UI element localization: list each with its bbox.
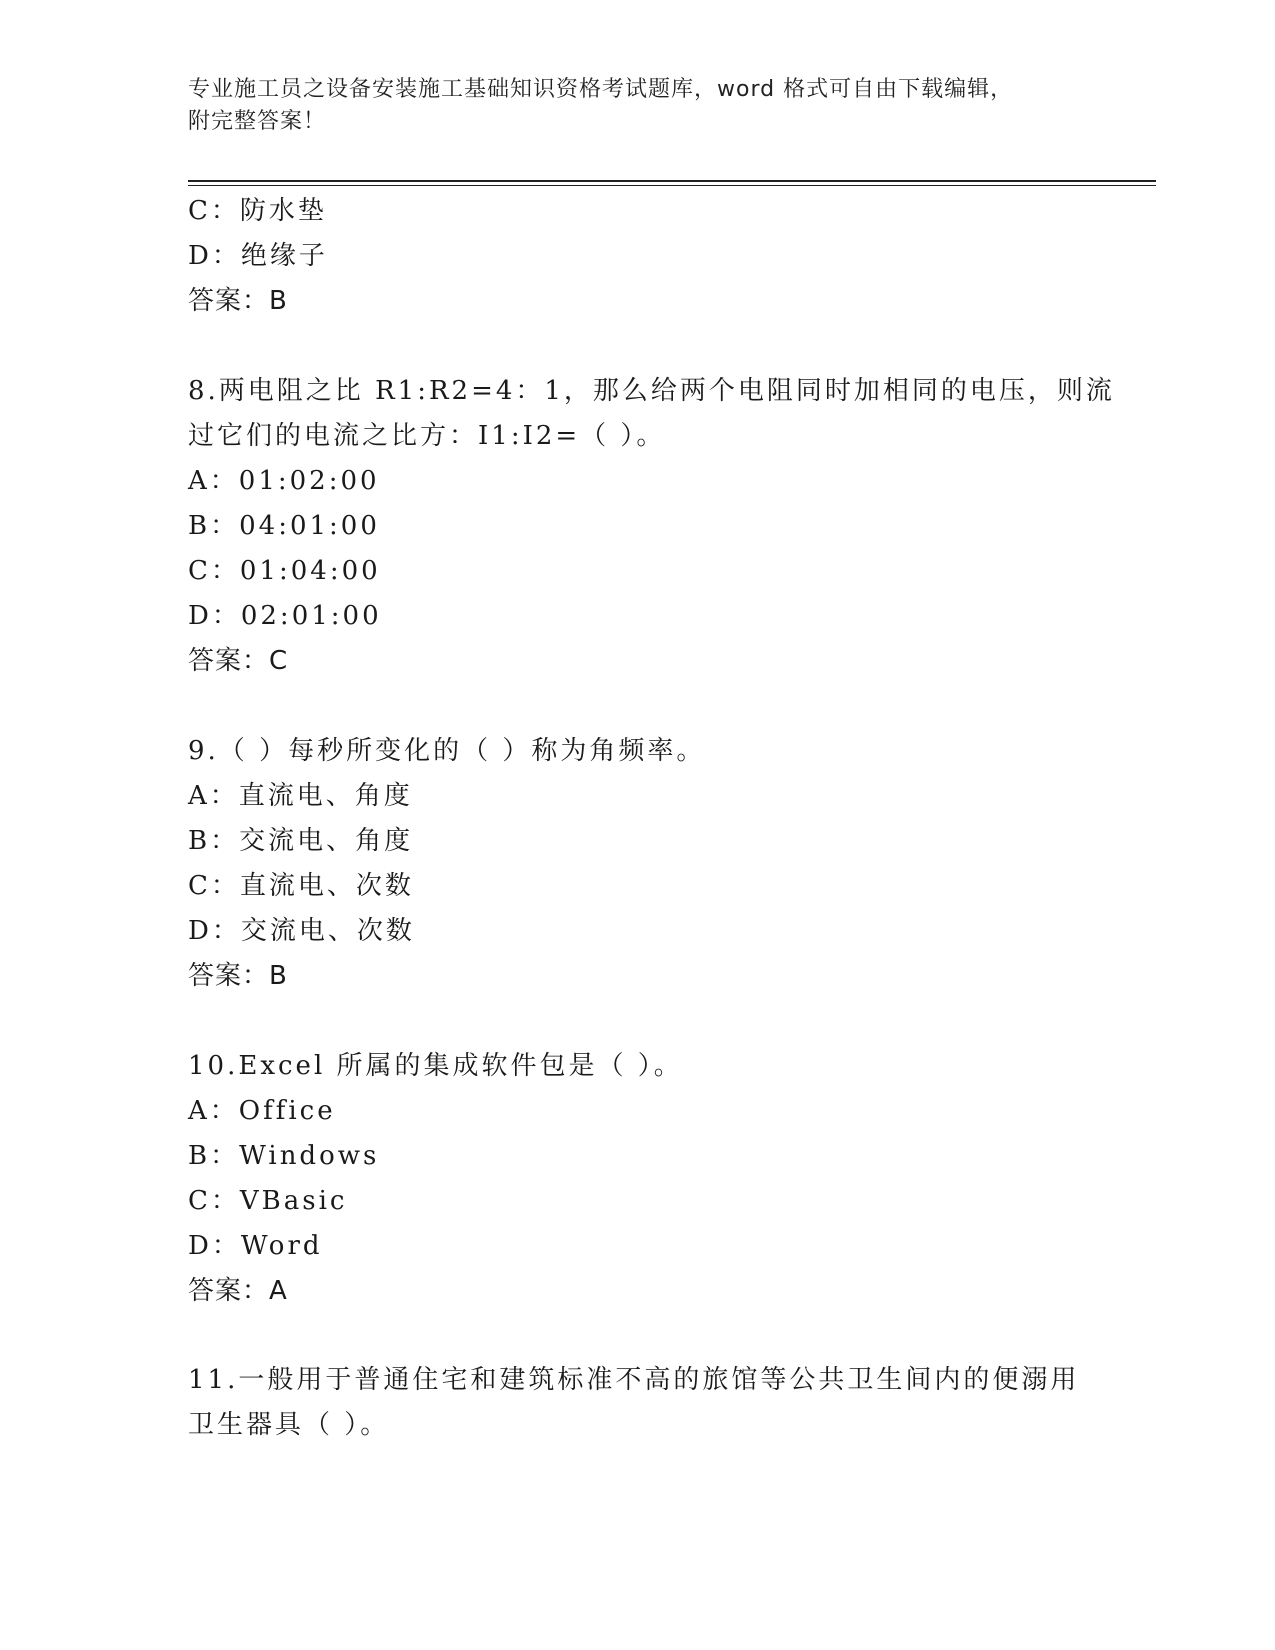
q8-answer: 答案：C [188,646,289,676]
q8-option-c: C：01:04:00 [188,556,381,586]
q8-option-a: A：01:02:00 [188,466,380,496]
q10-option-b: B：Windows [188,1141,380,1171]
q7-answer: 答案：B [188,286,288,316]
q7-option-c: C：防水垫 [188,196,327,226]
q8-stem-line-2: 过它们的电流之比方：I1:I2=（ ）。 [188,421,666,451]
q11-stem-line-1: 11.一般用于普通住宅和建筑标准不高的旅馆等公共卫生间内的便溺用 [188,1365,1080,1395]
q9-answer: 答案：B [188,961,288,991]
q9-option-d: D：交流电、次数 [188,916,415,946]
q10-option-d: D：Word [188,1231,323,1261]
q7-option-d: D：绝缘子 [188,241,328,271]
q9-stem: 9.（ ）每秒所变化的（ ）称为角频率。 [188,736,706,766]
q10-option-a: A：Office [188,1096,336,1126]
header-line-2: 附完整答案！ [188,109,327,134]
header-divider [188,180,1156,186]
q9-option-b: B：交流电、角度 [188,826,414,856]
q10-stem: 10.Excel 所属的集成软件包是（ ）。 [188,1051,683,1081]
q8-stem-line-1: 8.两电阻之比 R1:R2=4：1，那么给两个电阻同时加相同的电压，则流 [188,376,1115,406]
q10-answer: 答案：A [188,1276,288,1306]
q11-stem-line-2: 卫生器具（ ）。 [188,1410,390,1440]
q8-option-b: B：04:01:00 [188,511,380,541]
document-header [188,74,1108,138]
q9-option-a: A：直流电、角度 [188,781,413,811]
q8-option-d: D：02:01:00 [188,601,382,631]
q9-option-c: C：直流电、次数 [188,871,414,901]
q10-option-c: C：VBasic [188,1186,348,1216]
header-line-1: 专业施工员之设备安装施工基础知识资格考试题库，word 格式可自由下载编辑， [188,77,1014,102]
